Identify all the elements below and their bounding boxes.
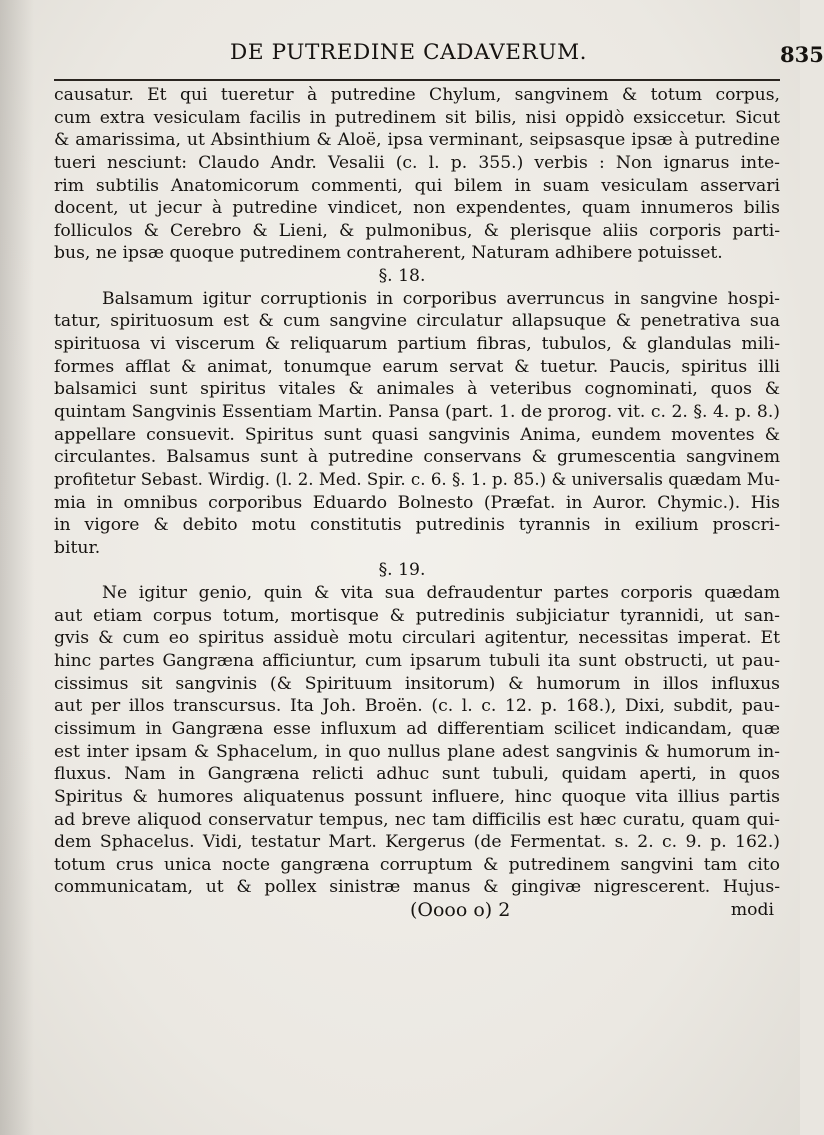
text-line: docent, ut jecur à putredine vindicet, non expendentes, quam innumeros bilis xyxy=(54,198,780,219)
text-line: cissimum in Gangræna esse influxum ad differentiam scilicet indicandam, quæ xyxy=(54,718,780,739)
text-line: ad breve aliquod conservatur tempus, nec tam difficilis est hæc curatu, quam qui- xyxy=(54,809,780,830)
text-line: aut etiam corpus totum, mortisque & putredinis subjiciatur tyrannidi, ut san- xyxy=(54,605,780,626)
text-line: tueri nesciunt: Claudo Andr. Vesalii (c. l. p. 355.) verbis : Non ignarus inte- xyxy=(54,152,780,173)
page-footer xyxy=(54,899,780,922)
text-line: spirituosa vi viscerum & reliquarum partium fibras, tubulos, & glandulas mili- xyxy=(54,334,780,355)
page-header xyxy=(58,40,824,74)
page-number: 835 xyxy=(780,42,824,67)
text-line: folliculos & Cerebro & Lieni, & pulmonibus, & plerisque aliis corporis parti- xyxy=(54,220,780,241)
text-line: rim subtilis Anatomicorum commenti, qui bilem in suam vesiculam asservari xyxy=(54,175,780,196)
section-heading-19: §. 19. xyxy=(378,560,426,581)
running-title: DE PUTREDINE CADAVERUM. xyxy=(230,40,588,65)
text-line: est inter ipsam & Sphacelum, in quo nullus plane adest sangvinis & humorum in- xyxy=(54,741,780,762)
text-line: profitetur Sebast. Wirdig. (l. 2. Med. Spir. c. 6. §. 1. p. 85.) & universalis quædam Mu- xyxy=(54,469,780,489)
paragraph-2 xyxy=(54,288,780,560)
text-line: cum extra vesiculam facilis in putredinem sit bilis, nisi oppidò exsiccetur. Sicut xyxy=(54,107,780,128)
text-line: balsamici sunt spiritus vitales & animales à veteribus cognominati, quos & xyxy=(54,379,780,400)
text-line: totum crus unica nocte gangræna corruptum & putredinem sangvini tam cito xyxy=(54,854,780,875)
signature-mark: (Oooo o) 2 xyxy=(410,899,511,922)
text-line: Ne igitur genio, quin & vita sua defraudentur partes corporis quædam xyxy=(102,583,780,604)
text-line: bus, ne ipsæ quoque putredinem contraherent, Naturam adhibere potuisset. xyxy=(54,243,723,264)
paragraph-1 xyxy=(54,84,780,265)
text-line: circulantes. Balsamus sunt à putredine conservans & grumescentia sangvinem xyxy=(54,447,780,468)
text-line: bitur. xyxy=(54,537,101,558)
text-line: Spiritus & humores aliquatenus possunt influere, hinc quoque vita illius partis xyxy=(54,786,780,807)
text-line: appellare consuevit. Spiritus sunt quasi sangvinis Anima, eundem moventes & xyxy=(54,424,780,445)
header-rule xyxy=(54,79,780,81)
section-heading-18: §. 18. xyxy=(378,266,426,287)
body-text xyxy=(54,84,780,922)
paragraph-3 xyxy=(54,582,780,899)
text-line: in vigore & debito motu constitutis putredinis tyrannis in exilium proscri- xyxy=(54,515,780,536)
text-line: communicatam, ut & pollex sinistræ manus & gingivæ nigrescerent. Hujus- xyxy=(54,877,780,898)
text-line: & amarissima, ut Absinthium & Aloë, ipsa verminant, seipsasque ipsæ à putredine xyxy=(54,130,780,151)
text-line: mia in omnibus corporibus Eduardo Bolnesto (Præfat. in Auror. Chymic.). His xyxy=(54,492,780,513)
text-line: fluxus. Nam in Gangræna relicti adhuc sunt tubuli, quidam aperti, in quos xyxy=(54,764,780,785)
text-line: tatur, spirituosum est & cum sangvine circulatur allapsuque & penetrativa sua xyxy=(54,311,780,332)
text-line: hinc partes Gangræna afficiuntur, cum ipsarum tubuli ita sunt obstructi, ut pau- xyxy=(54,651,780,672)
text-line: Balsamum igitur corruptionis in corporibus averruncus in sangvine hospi- xyxy=(102,288,780,309)
text-line: formes afflat & animat, tonumque earum servat & tuetur. Paucis, spiritus illi xyxy=(54,356,780,377)
text-line: dem Sphacelus. Vidi, testatur Mart. Kergerus (de Fermentat. s. 2. c. 9. p. 162.) xyxy=(54,832,780,853)
text-line: cissimus sit sangvinis (& Spirituum insitorum) & humorum in illos influxus xyxy=(54,673,780,694)
catchword: modi xyxy=(730,900,774,921)
text-line: quintam Sangvinis Essentiam Martin. Pansa (part. 1. de prorog. vit. c. 2. §. 4. p. 8.) xyxy=(54,401,780,422)
text-line: causatur. Et qui tueretur à putredine Chylum, sangvinem & totum corpus, xyxy=(54,85,780,105)
binding-shadow xyxy=(0,0,34,1135)
text-line: aut per illos transcursus. Ita Joh. Broën. (c. l. c. 12. p. 168.), Dixi, subdit, pau- xyxy=(54,696,780,717)
text-line: gvis & cum eo spiritus assiduè motu circulari agitentur, necessitas imperat. Et xyxy=(54,628,780,649)
